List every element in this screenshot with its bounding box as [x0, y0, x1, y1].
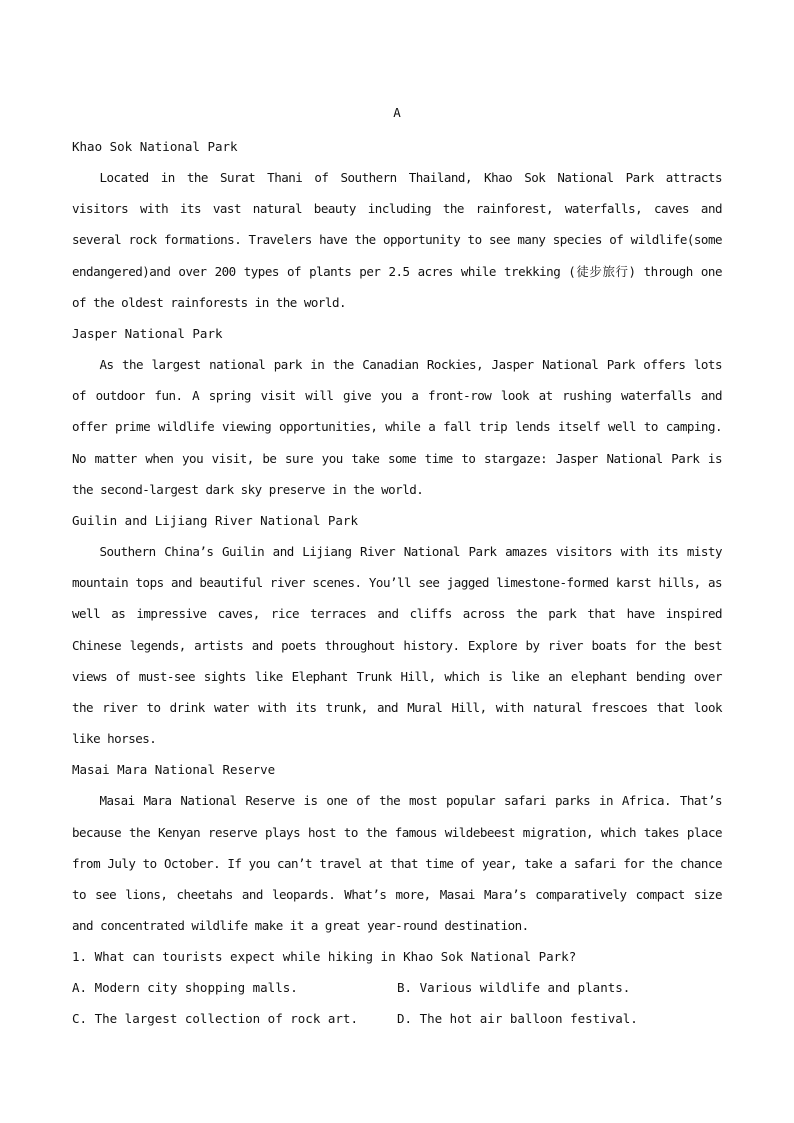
section-letter: A	[393, 105, 401, 120]
park-heading-guilin: Guilin and Lijiang River National Park	[72, 513, 358, 529]
question-text: 1. What can tourists expect while hiking in Khao Sok National Park?	[72, 949, 577, 965]
park-heading-jasper: Jasper National Park	[72, 326, 223, 342]
park-paragraph-jasper: As the largest national park in the Canadian Rockies, Jasper National Park offers lots of outdoor fun. A spring visit will give you a front-row look at rushing waterfalls and offer prime wildlife viewing opportunities, while a fall trip lends itself well to camping. No matter when you visit, be sure you take some time to stargaze: Jasper National Park is the second-largest dark sky preserve in the world.	[72, 357, 722, 497]
park-heading-masai-mara: Masai Mara National Reserve	[72, 762, 276, 778]
park-heading-khao-sok: Khao Sok National Park	[72, 139, 238, 154]
park-paragraph-khao-sok: Located in the Surat Thani of Southern Thailand, Khao Sok National Park attracts visitors with its vast natural beauty including the rainforest, waterfalls, caves and several rock formations. Travelers have the opportunity to see many species of wildlife(some endangered)and over 200 types of plants per 2.5 acres while trekking (徒步旅行) through one of the oldest rainforests in the world.	[72, 170, 722, 310]
option-c: C. The largest collection of rock art.	[72, 1011, 358, 1027]
option-b: B. Various wildlife and plants.	[397, 980, 631, 996]
park-paragraph-guilin: Southern China’s Guilin and Lijiang River National Park amazes visitors with its misty mountain tops and beautiful river scenes. You’ll see jagged limestone-formed karst hills, as well as impressive caves, rice terraces and cliffs across the park that have inspired Chinese legends, artists and poets throughout history. Explore by river boats for the best views of must-see sights like Elephant Trunk Hill, which is like an elephant bending over the river to drink water with its trunk, and Mural Hill, with natural frescoes that look like horses.	[72, 544, 722, 747]
option-d: D. The hot air balloon festival.	[397, 1011, 638, 1027]
park-paragraph-masai-mara: Masai Mara National Reserve is one of the most popular safari parks in Africa. That’s because the Kenyan reserve plays host to the famous wildebeest migration, which takes place from July to October. If you can’t travel at that time of year, take a safari for the chance to see lions, cheetahs and leopards. What’s more, Masai Mara’s comparatively compact size and concentrated wildlife make it a great year-round destination.	[72, 793, 722, 934]
document-page	[72, 100, 722, 1034]
option-a: A. Modern city shopping malls.	[72, 980, 298, 996]
answer-options	[72, 972, 722, 1034]
